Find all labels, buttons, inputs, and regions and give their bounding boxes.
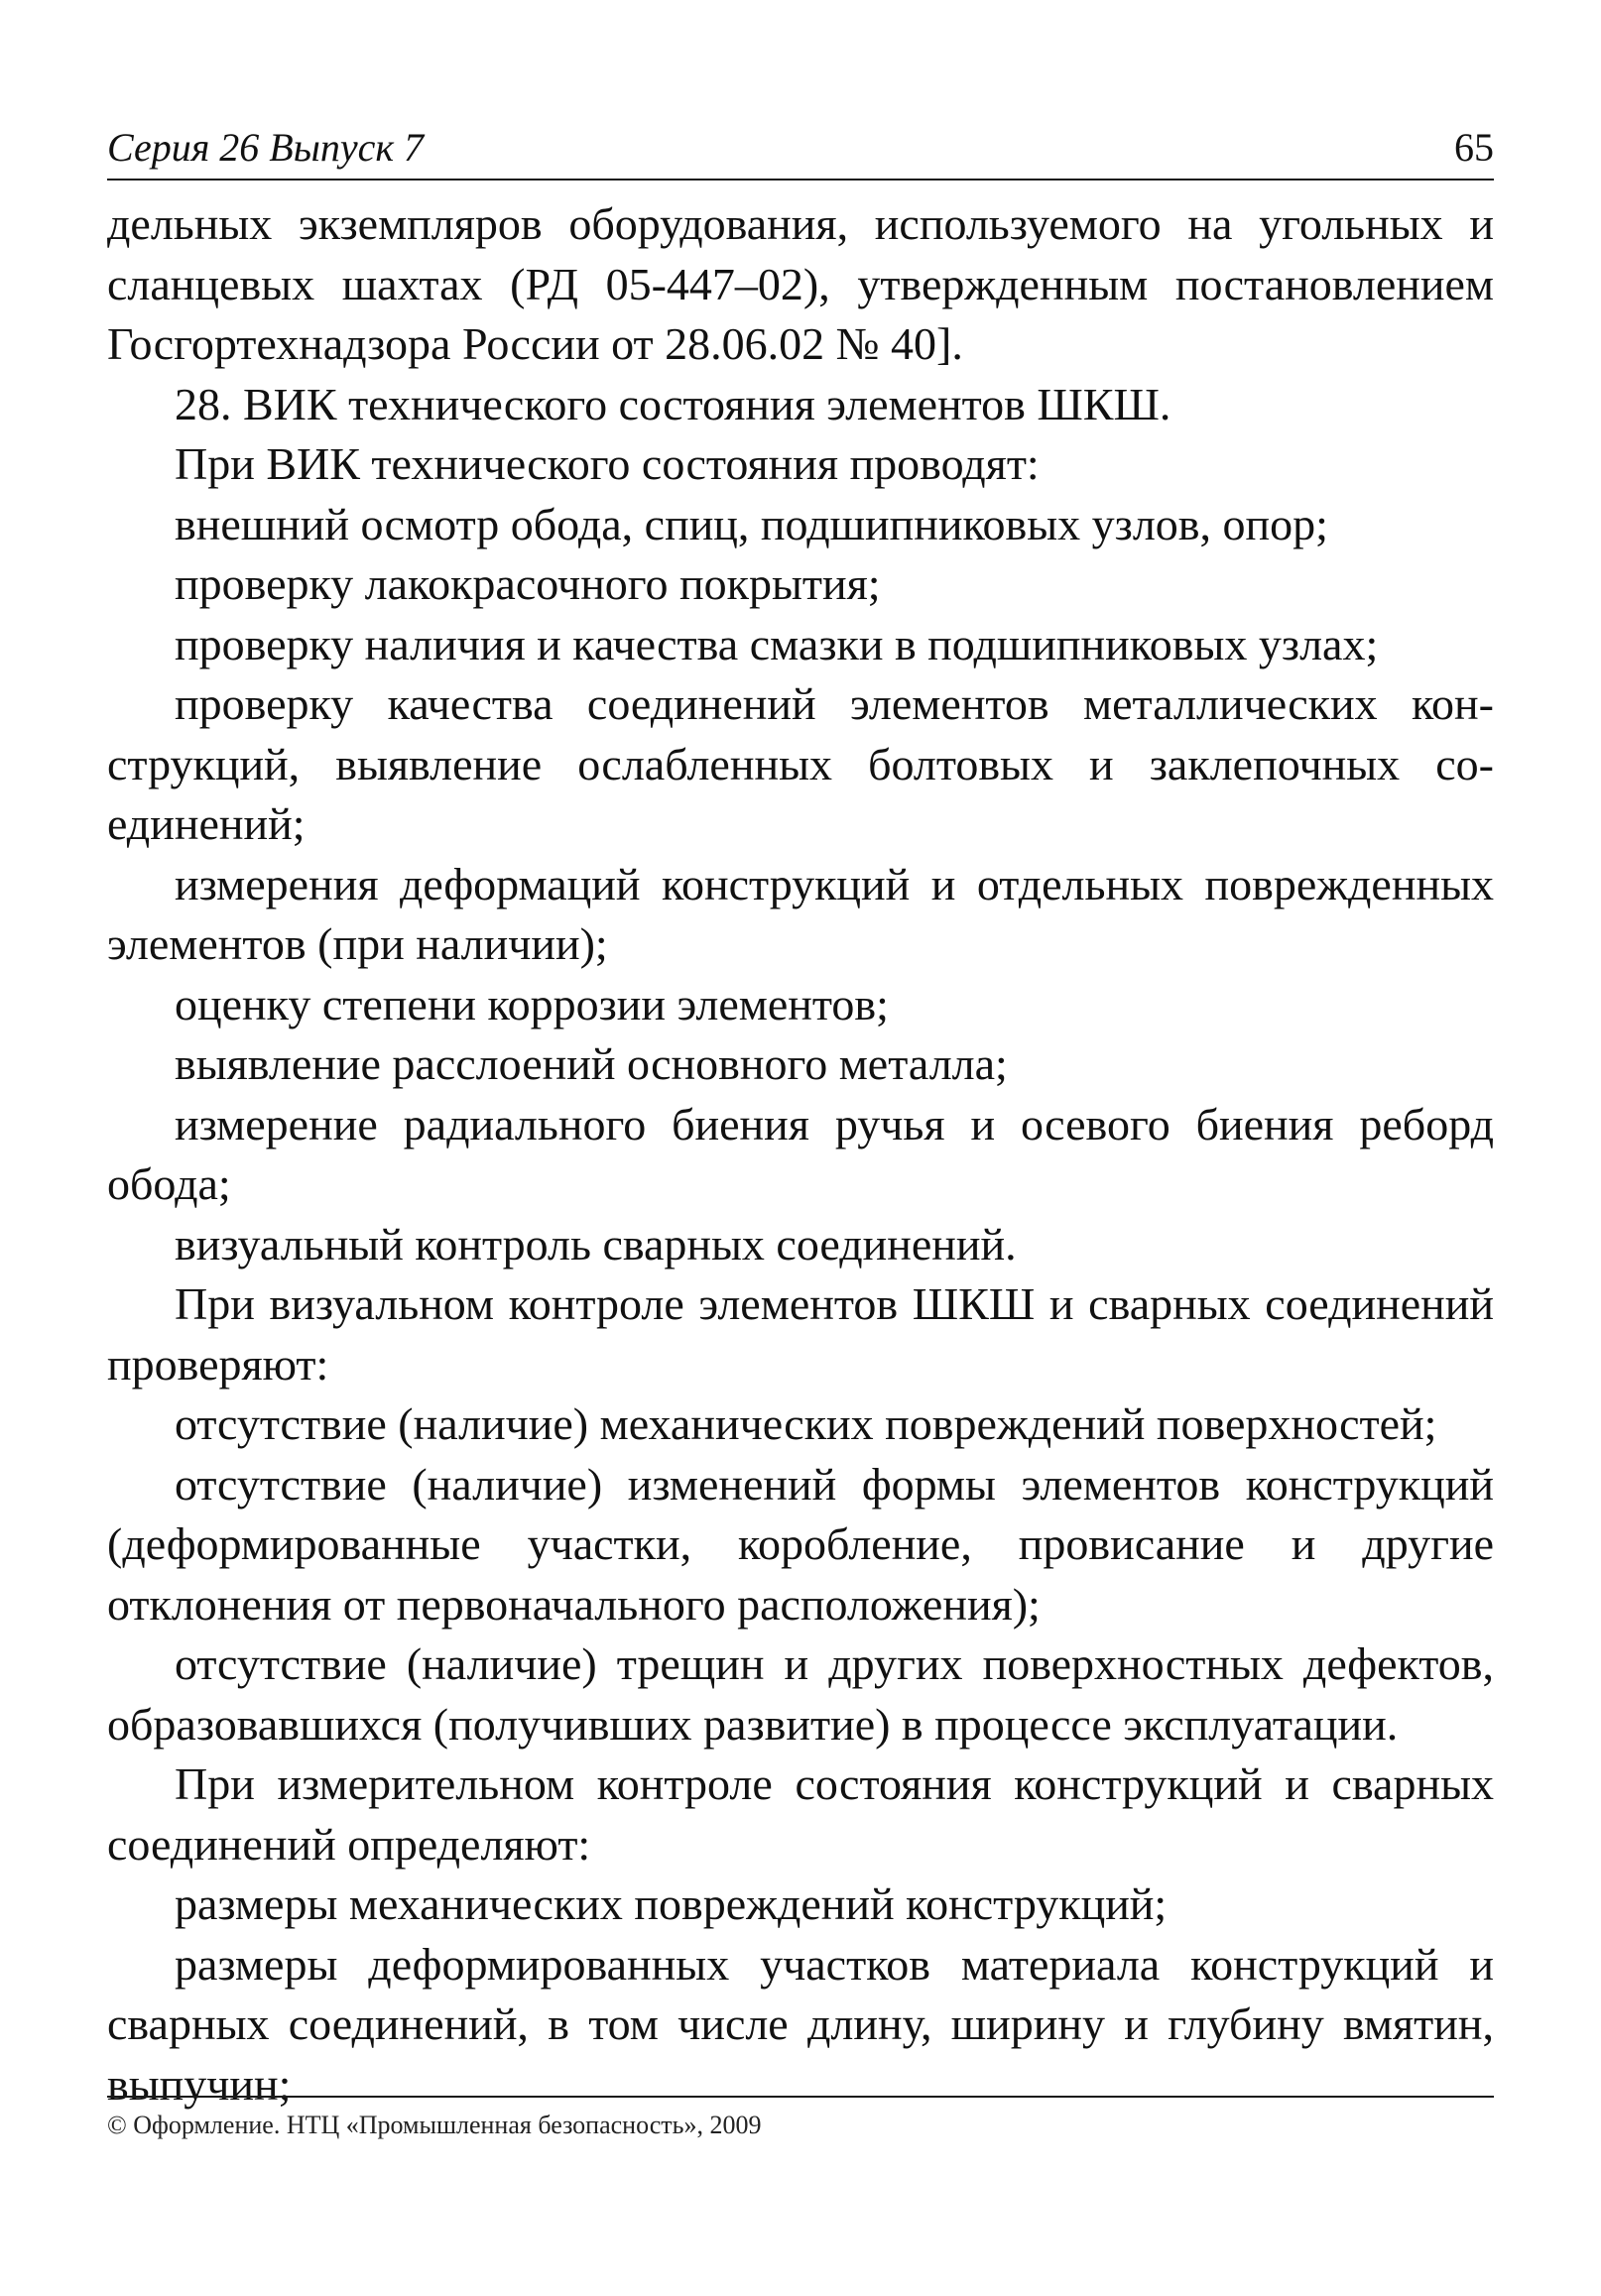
list-item: отсутствие (наличие) трещин и других поверхностных дефектов, образовавшихся (получивших развитие) в процессе эксплуатации. [107, 1638, 1494, 1750]
list-item: отсутствие (наличие) изменений формы элементов конструкций (деформированные участки, коробление, провисание и другие отклонения от первоначального расположения); [107, 1458, 1494, 1630]
paragraph: При визуальном контроле элементов ШКШ и сварных соединений проверяют: [107, 1278, 1494, 1390]
list-item: оценку степени коррозии элементов; [175, 978, 889, 1029]
body-text [107, 194, 1494, 2115]
list-item: визуальный контроль сварных соединений. [175, 1218, 1017, 1269]
copyright-footer: © Оформление. НТЦ «Промышленная безопасность», 2009 [107, 2111, 762, 2139]
paragraph: При ВИК технического состояния проводят: [175, 438, 1040, 489]
paragraph: дельных экземпляров оборудования, используемого на угольных и сланцевых шахтах (РД 05-447–02), утвержденным постановлением Госгортехнадзора России от 28.06.02 № 40]. [107, 198, 1494, 369]
list-item: измерение радиального биения ручья и осевого биения реборд обода; [107, 1098, 1494, 1209]
list-item: проверку лакокрасочного покрытия; [175, 558, 881, 609]
paragraph: При измерительном контроле состояния конструкций и сварных соединений определяют: [107, 1758, 1494, 1870]
list-item: проверку наличия и качества смазки в подшипниковых узлах; [175, 618, 1379, 669]
list-item: измерения деформаций конструкций и отдельных поврежденных элементов (при наличии); [107, 858, 1494, 969]
list-item: внешний осмотр обода, спиц, подшипниковых узлов, опор; [175, 498, 1328, 549]
footer-divider [107, 2096, 1494, 2098]
series-title: Серия 26 Выпуск 7 [107, 125, 425, 170]
list-item: размеры деформированных участков материала конструкций и сварных соединений, в том числе длину, ширину и глубину вмятин, выпучин; [107, 1938, 1494, 2110]
list-item: размеры механических повреждений конструкций; [175, 1878, 1168, 1929]
list-item: отсутствие (наличие) механических повреждений поверхностей; [175, 1398, 1437, 1449]
section-heading: 28. ВИК технического состояния элементов ШКШ. [175, 378, 1171, 429]
list-item: проверку качества соединений элементов металлических конструкций, выявление ослабленных болтовых и заклепочных соединений; [107, 678, 1494, 849]
page-number: 65 [1454, 125, 1494, 170]
running-header [107, 117, 1494, 181]
list-item: выявление расслоений основного металла; [175, 1038, 1008, 1089]
